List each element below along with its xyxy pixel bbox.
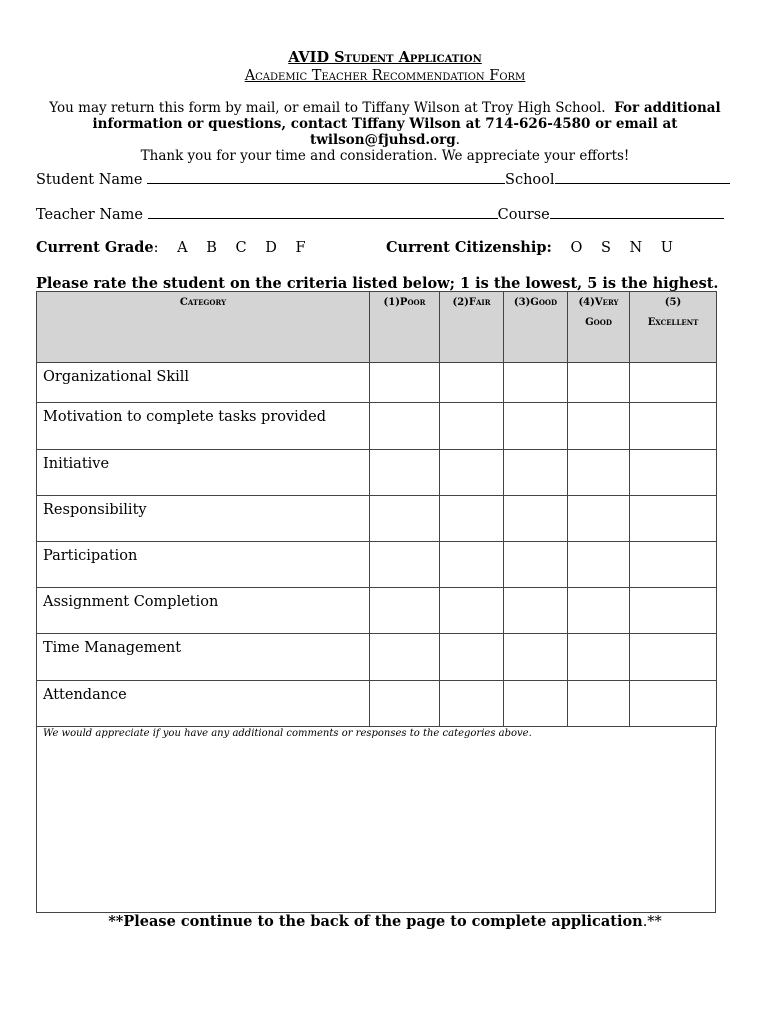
rating-cell[interactable] xyxy=(370,403,440,450)
rating-header-row xyxy=(37,292,717,363)
rating-cell[interactable] xyxy=(504,363,568,403)
category-label: Organizational Skill xyxy=(37,363,370,403)
grade-option-a[interactable]: A xyxy=(177,240,188,256)
rating-cell[interactable] xyxy=(504,496,568,542)
header-excellent: (5) Excellent xyxy=(630,292,717,363)
rating-cell[interactable] xyxy=(440,363,504,403)
rating-cell[interactable] xyxy=(504,403,568,450)
table-row xyxy=(37,542,717,588)
rating-cell[interactable] xyxy=(370,588,440,634)
citizenship-label: Current Citizenship: xyxy=(386,239,552,256)
rating-cell[interactable] xyxy=(630,450,717,496)
rating-cell[interactable] xyxy=(440,403,504,450)
rating-cell[interactable] xyxy=(370,496,440,542)
category-label: Attendance xyxy=(37,681,370,727)
rating-cell[interactable] xyxy=(568,588,630,634)
rating-cell[interactable] xyxy=(370,634,440,681)
rating-cell[interactable] xyxy=(630,588,717,634)
citizenship-option-u[interactable]: U xyxy=(660,240,674,256)
rating-cell[interactable] xyxy=(370,542,440,588)
intro-line1-bold: For additional xyxy=(614,100,721,116)
teacher-name-field[interactable] xyxy=(148,204,498,219)
rating-instruction: Please rate the student on the criteria listed below; 1 is the lowest, 5 is the highest. xyxy=(36,275,719,292)
header-poor: (1)Poor xyxy=(370,292,440,363)
rating-cell[interactable] xyxy=(440,496,504,542)
header-category: Category xyxy=(37,292,370,363)
rating-cell[interactable] xyxy=(440,681,504,727)
citizenship-row xyxy=(386,239,673,256)
course-field[interactable] xyxy=(550,204,724,219)
school-field[interactable] xyxy=(555,169,730,184)
form-subtitle: Academic Teacher Recommendation Form xyxy=(244,68,526,84)
course-label: Course xyxy=(497,207,550,223)
grade-option-b[interactable]: B xyxy=(206,240,217,256)
rating-cell[interactable] xyxy=(504,542,568,588)
rating-cell[interactable] xyxy=(504,588,568,634)
rating-cell[interactable] xyxy=(504,681,568,727)
rating-cell[interactable] xyxy=(630,681,717,727)
table-row xyxy=(37,496,717,542)
rating-cell[interactable] xyxy=(440,542,504,588)
comments-box[interactable] xyxy=(36,726,716,913)
rating-cell[interactable] xyxy=(630,542,717,588)
student-name-row xyxy=(36,169,730,188)
rating-cell[interactable] xyxy=(568,496,630,542)
footer-end: .** xyxy=(642,914,662,930)
rating-cell[interactable] xyxy=(630,363,717,403)
intro-line2-end: . xyxy=(455,132,460,148)
student-name-field[interactable] xyxy=(147,169,505,184)
rating-cell[interactable] xyxy=(370,681,440,727)
grade-option-d[interactable]: D xyxy=(265,240,277,256)
rating-cell[interactable] xyxy=(370,450,440,496)
rating-cell[interactable] xyxy=(568,403,630,450)
rating-cell[interactable] xyxy=(440,450,504,496)
table-row xyxy=(37,634,717,681)
form-title: AVID Student Application xyxy=(288,49,482,66)
current-grade-row: Current Grade: A B C D F xyxy=(36,239,306,256)
category-label: Initiative xyxy=(37,450,370,496)
category-label: Responsibility xyxy=(37,496,370,542)
student-name-label: Student Name xyxy=(36,172,143,188)
citizenship-option-n[interactable]: N xyxy=(629,240,643,256)
rating-cell[interactable] xyxy=(630,634,717,681)
rating-cell[interactable] xyxy=(568,363,630,403)
current-grade-label: Current Grade xyxy=(36,239,154,256)
rating-table xyxy=(36,291,717,727)
comments-prompt: We would appreciate if you have any additional comments or responses to the categories above. xyxy=(43,728,532,739)
rating-cell[interactable] xyxy=(568,450,630,496)
citizenship-option-o[interactable]: O xyxy=(570,240,583,256)
footer-note xyxy=(0,913,770,930)
table-row xyxy=(37,450,717,496)
intro-text xyxy=(20,100,750,164)
rating-cell[interactable] xyxy=(504,634,568,681)
rating-cell[interactable] xyxy=(440,588,504,634)
rating-cell[interactable] xyxy=(630,496,717,542)
grade-option-c[interactable]: C xyxy=(235,240,247,256)
grade-option-f[interactable]: F xyxy=(295,240,306,256)
category-label: Assignment Completion xyxy=(37,588,370,634)
header-fair: (2)Fair xyxy=(440,292,504,363)
intro-line3: Thank you for your time and consideration. We appreciate your efforts! xyxy=(140,148,630,164)
rating-cell[interactable] xyxy=(370,363,440,403)
header-good: (3)Good xyxy=(504,292,568,363)
table-row xyxy=(37,363,717,403)
category-label: Motivation to complete tasks provided xyxy=(37,403,370,450)
teacher-name-label: Teacher Name xyxy=(36,207,144,223)
citizenship-option-s[interactable]: S xyxy=(600,240,611,256)
table-row xyxy=(37,403,717,450)
rating-cell[interactable] xyxy=(504,450,568,496)
footer-text: **Please continue to the back of the page to complete application xyxy=(108,913,643,930)
rating-cell[interactable] xyxy=(568,681,630,727)
teacher-name-row xyxy=(36,204,724,223)
intro-line2-bold: information or questions, contact Tiffany Wilson at 714-626-4580 or email at twilson@fjuhsd.org xyxy=(92,116,678,148)
category-label: Participation xyxy=(37,542,370,588)
school-label: School xyxy=(505,172,555,188)
header-very-good: (4)Very Good xyxy=(568,292,630,363)
rating-cell[interactable] xyxy=(630,403,717,450)
rating-cell[interactable] xyxy=(568,542,630,588)
rating-cell[interactable] xyxy=(568,634,630,681)
table-row xyxy=(37,588,717,634)
rating-cell[interactable] xyxy=(440,634,504,681)
intro-line1: You may return this form by mail, or email to Tiffany Wilson at Troy High School. xyxy=(49,100,606,116)
table-row xyxy=(37,681,717,727)
category-label: Time Management xyxy=(37,634,370,681)
